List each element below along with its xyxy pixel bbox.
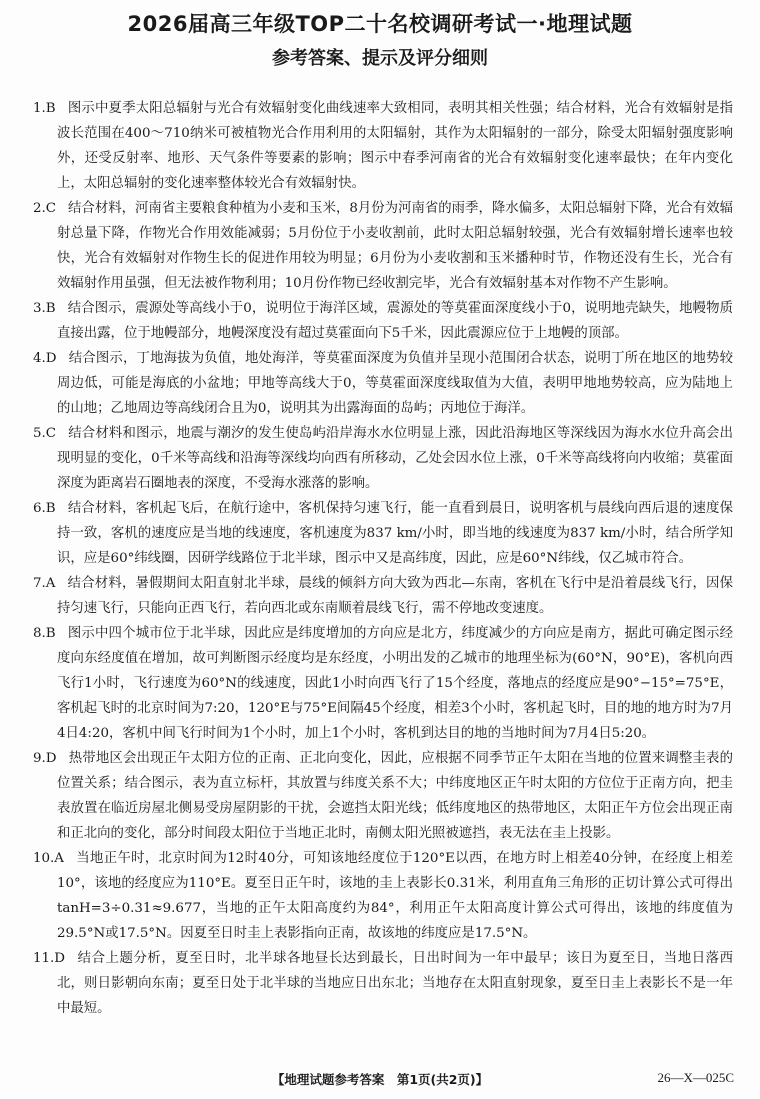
answer-explanation: 结合材料和图示，地震与潮汐的发生使岛屿沿岸海水水位明显上涨，因此沿海地区等深线因为海水水位升高会出现明显的变化，0千米等高线和沿海等深线均向西有所移动，乙处会因水位上涨，0千米等高线将向内收缩；莫霍面深度为距离岩石圈地表的深度，不受海水涨落的影响。 — [57, 426, 733, 491]
answer-explanation: 图示中四个城市位于北半球，因此应是纬度增加的方向应是北方，纬度减少的方向应是南方，据此可确定图示经度向东经度值在增加，故可判断图示经度均是东经度，小明出发的乙城市的地理坐标为(60°N，90°E)，客机向西飞行1小时，飞行速度为60°N的线速度，因此1小时向西飞行了15个经度，落地点的经度应是90°−15°=75°E，客机起飞时的北京时间为7:20，120°E与75°E间隔45个经度，相差3个小时，客机起飞时，目的地的地方时为7月4日4:20，客机中间飞行时间为1个小时，加上1个小时，客机到达目的地的当地时间为7月4日5:20。 — [57, 626, 733, 741]
answer-number: 10. — [33, 851, 55, 866]
answer-item — [33, 296, 733, 346]
answer-number: 7. — [33, 576, 46, 591]
document-subtitle: 参考答案、提示及评分细则 — [272, 48, 488, 69]
answer-number: 6. — [33, 501, 46, 516]
answer-list — [33, 96, 733, 1021]
answer-item — [33, 196, 733, 296]
answer-item — [33, 846, 733, 946]
answer-choice: B — [45, 301, 56, 316]
answer-explanation: 结合材料，客机起飞后，在航行途中，客机保持匀速飞行，能一直看到晨日，说明客机与晨线向西后退的速度保持一致，客机的速度应是当地的线速度，客机速度为837 km/小时，即当地的线速度为837 km/小时，结合所学知识，应是60°纬线圈，因研学线路位于北半球，图示中又是高纬度，因此，应是60°N纬线，仅乙城市符合。 — [57, 501, 733, 566]
answer-number: 4. — [33, 351, 46, 366]
answer-explanation: 结合图示，丁地海拔为负值，地处海洋，等莫霍面深度为负值并呈现小范围闭合状态，说明丁所在地区的地势较周边低，可能是海底的小盆地；甲地等高线大于0，等莫霍面深度线取值为大值，表明甲地地势较高，应为陆地上的山地；乙地周边等高线闭合且为0，说明其为出露海面的岛屿；丙地位于海洋。 — [57, 351, 733, 416]
answer-item — [33, 571, 733, 621]
answer-number: 1. — [33, 101, 46, 116]
answer-number: 9. — [33, 751, 46, 766]
answer-explanation: 结合材料，河南省主要粮食种植为小麦和玉米，8月份为河南省的雨季，降水偏多，太阳总辐射下降，光合有效辐射总量下降，作物光合作用效能减弱；5月份位于小麦收割前，此时太阳总辐射较强，光合有效辐射增长速率也较快，光合有效辐射对作物生长的促进作用较为明显；6月份为小麦收割和玉米播种时节，作物还没有生长，光合有效辐射作用虽强，但无法被作物利用；10月份作物已经收割完毕，光合有效辐射基本对作物不产生影响。 — [57, 201, 733, 291]
answer-number: 2. — [33, 201, 46, 216]
answer-explanation: 图示中夏季太阳总辐射与光合有效辐射变化曲线速率大致相同，表明其相关性强；结合材料，光合有效辐射是指波长范围在400～710纳米可被植物光合作用利用的太阳辐射，其作为太阳辐射的一部分，除受太阳辐射强度影响外，还受反射率、地形、天气条件等要素的影响；图示中春季河南省的光合有效辐射变化速率最快；在年内变化上，太阳总辐射的变化速率整体较光合有效辐射快。 — [57, 101, 733, 191]
answer-choice: B — [45, 101, 56, 116]
answer-item — [33, 946, 733, 1021]
answer-choice: B — [45, 501, 56, 516]
answer-choice: A — [54, 851, 64, 866]
answer-choice: D — [45, 351, 57, 366]
answer-number: 8. — [33, 626, 46, 641]
answer-choice: D — [45, 751, 57, 766]
document-title: 2026届高三年级TOP二十名校调研考试一·地理试题 — [127, 12, 633, 36]
answer-choice: D — [54, 951, 66, 966]
answer-choice: C — [45, 201, 57, 216]
answer-item — [33, 421, 733, 496]
answer-number: 5. — [33, 426, 46, 441]
page-footer — [0, 1070, 760, 1090]
answer-explanation: 热带地区会出现正午太阳方位的正南、正北向变化，因此，应根据不同季节正午太阳在当地的位置来调整圭表的位置关系；结合图示，表为直立标杆，其放置与纬度关系不大；中纬度地区正午时太阳的方位位于正南方向，把圭表放置在临近房屋北侧易受房屋阴影的干扰，会遮挡太阳光线；低纬度地区的热带地区，太阳正午方位会出现正南和正北向的变化，部分时间段太阳位于当地正北时，南侧太阳光照被遮挡，表无法在圭上投影。 — [57, 751, 733, 841]
footer-document-code: 26—X—025C — [657, 1070, 734, 1085]
answer-item — [33, 621, 733, 746]
answer-choice: B — [45, 626, 56, 641]
answer-choice: A — [45, 576, 56, 591]
answer-item — [33, 496, 733, 571]
answer-number: 11. — [33, 951, 55, 966]
answer-explanation: 结合图示，震源处等高线小于0，说明位于海洋区域，震源处的等莫霍面深度线小于0，说明地壳缺失，地幔物质直接出露，位于地幔部分，地幔深度没有超过莫霍面向下5千米，因此震源应位于上地幔的顶部。 — [57, 301, 733, 341]
answer-item — [33, 346, 733, 421]
answer-choice: C — [45, 426, 57, 441]
answer-explanation: 当地正午时，北京时间为12时40分，可知该地经度位于120°E以西，在地方时上相差40分钟，在经度上相差10°，该地的经度应为110°E。夏至日正午时，该地的圭上表影长0.31米，利用直角三角形的正切计算公式可得出 tanH=3÷0.31≈9.677，当地的正午太阳高度约为84°，利用正午太阳高度计算公式可得出，该地的纬度值为29.5°N或17.5°N。因夏至日时圭上表影指向正南，故该地的纬度应是17.5°N。 — [57, 851, 733, 941]
answer-explanation: 结合材料，暑假期间太阳直射北半球，晨线的倾斜方向大致为西北—东南，客机在飞行中是沿着晨线飞行，因保持匀速飞行，只能向正西飞行，若向西北或东南顺着晨线飞行，需不停地改变速度。 — [57, 576, 733, 616]
answer-item — [33, 746, 733, 846]
answer-number: 3. — [33, 301, 46, 316]
answer-explanation: 结合上题分析，夏至日时，北半球各地昼长达到最长，日出时间为一年中最早；该日为夏至日，当地日落西北，则日影朝向东南；夏至日处于北半球的当地应日出东北；当地存在太阳直射现象，夏至日圭上表影长不是一年中最短。 — [57, 951, 733, 1016]
footer-page-label: 【地理试题参考答案 第1页(共2页)】 — [271, 1072, 489, 1087]
answer-item — [33, 96, 733, 196]
